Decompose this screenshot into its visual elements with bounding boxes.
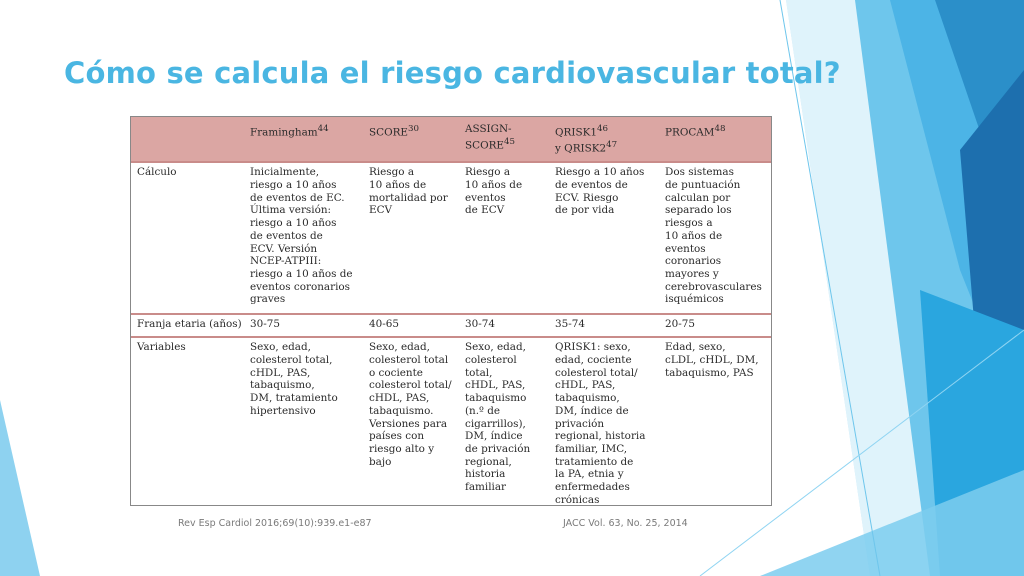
citation-left: Rev Esp Cardiol 2016;69(10):939.e1-e87 xyxy=(178,518,372,529)
table-cell: Riesgo a 10 años de eventos de ECV. Riesgo de por vida xyxy=(549,162,659,314)
table-cell: Riesgo a 10 años de eventos de ECV xyxy=(459,162,549,314)
table-cell: QRISK1: sexo, edad, cociente colesterol total/ cHDL, PAS, tabaquismo, DM, índice de privación regional, historia familiar, IMC, tratamiento de la PA, etnia y enfermedades crónicas xyxy=(549,337,659,506)
ref-sup: 46 xyxy=(596,124,608,134)
table-cell: 20-75 xyxy=(659,314,771,337)
header-procam-label: PROCAM xyxy=(665,126,715,139)
header-assign-score xyxy=(459,117,549,162)
slide-title: Cómo se calcula el riesgo cardiovascular total? xyxy=(64,56,841,90)
table-cell: Riesgo a 10 años de mortalidad por ECV xyxy=(363,162,459,314)
ref-sup: 47 xyxy=(606,140,618,151)
header-score-label: SCORE xyxy=(369,126,408,139)
ref-sup: 30 xyxy=(408,124,420,134)
table-header-row xyxy=(131,117,771,162)
row-label-calculo: Cálculo xyxy=(131,162,244,314)
table-cell: Sexo, edad, colesterol total, cHDL, PAS, tabaquismo (n.º de cigarrillos), DM, índice de privación regional, historia familiar xyxy=(459,337,549,506)
table-cell: 30-75 xyxy=(244,314,363,337)
header-empty xyxy=(131,117,244,162)
header-qrisk-label-2: y QRISK2 xyxy=(555,142,607,155)
row-label-franja-etaria: Franja etaria (años) xyxy=(131,314,244,337)
ref-sup: 48 xyxy=(714,124,726,134)
table-cell: 35-74 xyxy=(549,314,659,337)
table-cell: 40-65 xyxy=(363,314,459,337)
header-qrisk-label-1: QRISK1 xyxy=(555,126,597,139)
table-cell: Inicialmente, riesgo a 10 años de eventos de EC. Última versión: riesgo a 10 años de eventos de ECV. Versión NCEP-ATPIII: riesgo a 10 años de eventos coronarios graves xyxy=(244,162,363,314)
header-assign-label-2: SCORE xyxy=(465,139,504,152)
ref-sup: 44 xyxy=(317,124,329,134)
table-cell: 30-74 xyxy=(459,314,549,337)
decor-left-shard xyxy=(0,400,40,576)
table-cell: Sexo, edad, colesterol total o cociente colesterol total/ cHDL, PAS, tabaquismo. Versiones para países con riesgo alto y bajo xyxy=(363,337,459,506)
header-framingham xyxy=(244,117,363,162)
header-framingham-label: Framingham xyxy=(250,126,318,139)
table-row xyxy=(131,337,771,506)
table-cell: Dos sistemas de puntuación calculan por separado los riesgos a 10 años de eventos coronarios mayores y cerebrovasculares isquémicos xyxy=(659,162,771,314)
table-row xyxy=(131,314,771,337)
header-qrisk xyxy=(549,117,659,162)
header-score xyxy=(363,117,459,162)
ref-sup: 45 xyxy=(504,136,516,147)
header-procam xyxy=(659,117,771,162)
table-cell: Edad, sexo, cLDL, cHDL, DM, tabaquismo, PAS xyxy=(659,337,771,506)
comparison-table xyxy=(131,117,771,506)
row-label-variables: Variables xyxy=(131,337,244,506)
table-cell: Sexo, edad, colesterol total, cHDL, PAS, tabaquismo, DM, tratamiento hipertensivo xyxy=(244,337,363,506)
citation-right: JACC Vol. 63, No. 25, 2014 xyxy=(563,518,688,529)
header-assign-label-1: ASSIGN- xyxy=(465,123,512,135)
table-row xyxy=(131,162,771,314)
risk-score-table xyxy=(130,116,772,506)
